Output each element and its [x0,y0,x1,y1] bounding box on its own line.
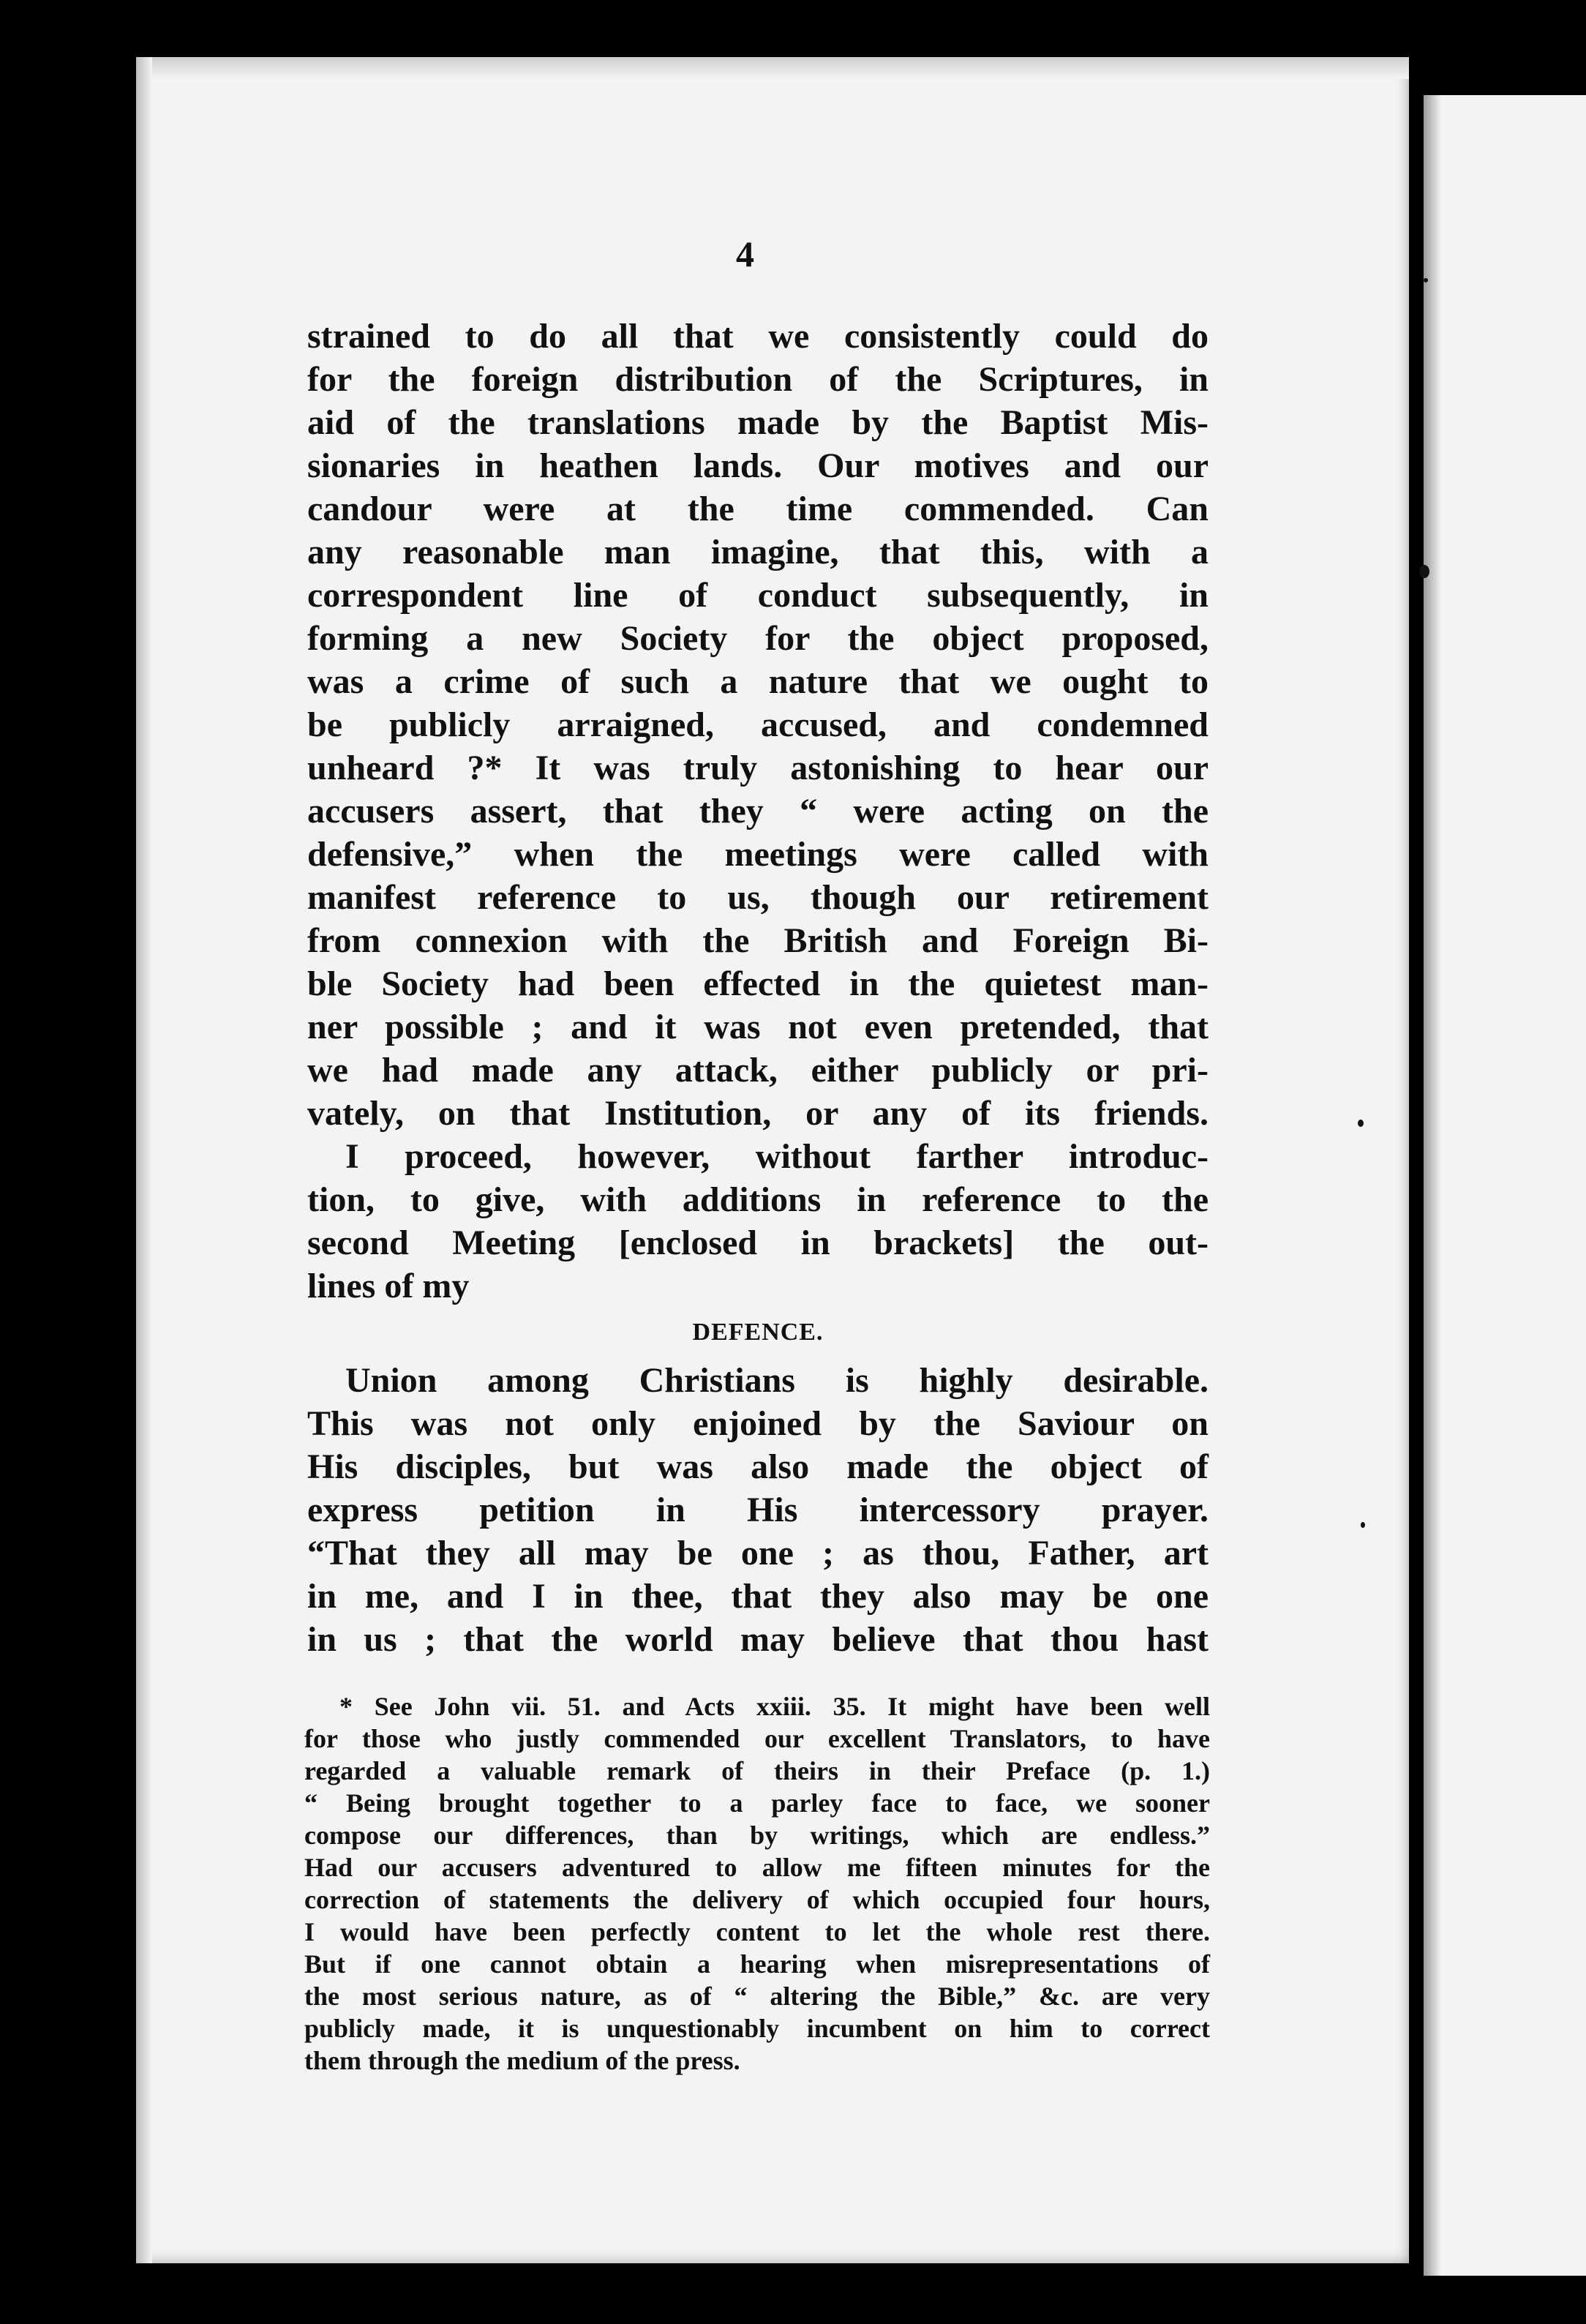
footnote-line: “ Being brought together to a parley face to face, we sooner [304,1788,1210,1818]
body-line: correspondent line of conduct subsequently, in [307,576,1209,615]
body-line: manifest reference to us, though our retirement [307,878,1209,917]
body-line: we had made any attack, either publicly or pri- [307,1051,1209,1090]
page-gutter-shadow [1424,95,1441,2276]
scan-speck [1358,1120,1364,1127]
body-line: forming a new Society for the object proposed, [307,619,1209,658]
body-line: vately, on that Institution, or any of its friends. [307,1094,1209,1133]
body-line: defensive,” when the meetings were called with [307,835,1209,874]
body-line: sionaries in heathen lands. Our motives and our [307,446,1209,485]
body-line: strained to do all that we consistently could do [307,317,1209,356]
body-line: for the foreign distribution of the Scriptures, in [307,360,1209,399]
scan-speck [1419,565,1429,578]
body-text [307,315,1209,1661]
body-line: was a crime of such a nature that we ought to [307,662,1209,701]
body-line: candour were at the time commended. Can [307,490,1209,528]
footnote-line: the most serious nature, as of “ altering the Bible,” &c. are very [304,1982,1210,2011]
defence-line: His disciples, but was also made the object of [307,1447,1209,1486]
page-top-edge [136,57,1409,79]
defence-line: in us ; that the world may believe that thou hast [307,1620,1209,1659]
footnote-line: correction of statements the delivery of which occupied four hours, [304,1885,1210,1914]
footnote-line: I would have been perfectly content to let the whole rest there. [304,1917,1210,1946]
body-line: tion, to give, with additions in reference to the [307,1180,1209,1219]
body-line: unheard ?* It was truly astonishing to hear our [307,749,1209,787]
defence-line: “That they all may be one ; as thou, Father, art [307,1534,1209,1573]
footnote-line: regarded a valuable remark of theirs in their Preface (p. 1.) [304,1756,1210,1785]
body-line: any reasonable man imagine, that this, with a [307,533,1209,571]
body-line: ble Society had been effected in the quietest man- [307,964,1209,1003]
defence-line: This was not only enjoined by the Saviour on [307,1404,1209,1443]
body-line: from connexion with the British and Foreign Bi- [307,921,1209,960]
footnote-line: for those who justly commended our excellent Translators, to have [304,1724,1210,1753]
body-line: accusers assert, that they “ were acting on the [307,792,1209,831]
body-line: be publicly arraigned, accused, and condemned [307,705,1209,744]
adjacent-page [1424,95,1586,2276]
footnote-line: compose our differences, than by writings, which are endless.” [304,1821,1210,1850]
body-line: aid of the translations made by the Baptist Mis- [307,403,1209,442]
body-line: ner possible ; and it was not even pretended, that [307,1008,1209,1046]
page-left-edge [136,57,152,2263]
footnote-line: * See John vii. 51. and Acts xxiii. 35. It might have been well [339,1692,1210,1721]
defence-line: express petition in His intercessory prayer. [307,1491,1209,1529]
body-line: lines of my [307,1267,470,1305]
body-line: I proceed, however, without farther introduc- [345,1137,1209,1176]
defence-line: in me, and I in thee, that they also may be one [307,1577,1209,1616]
footnote-line: But if one cannot obtain a hearing when misrepresentations of [304,1949,1210,1979]
page-number: 4 [736,233,754,274]
scan-speck [1424,278,1428,282]
scan-speck [1361,1522,1365,1528]
footnote-line: publicly made, it is unquestionably incumbent on him to correct [304,2014,1210,2043]
section-heading: DEFENCE. [692,1319,824,1346]
footnote-line: Had our accusers adventured to allow me fifteen minutes for the [304,1853,1210,1882]
footnote [304,1690,1210,2077]
footnote-line: them through the medium of the press. [304,2046,740,2075]
body-line: second Meeting [enclosed in brackets] the out- [307,1223,1209,1262]
defence-line: Union among Christians is highly desirable. [345,1361,1209,1400]
